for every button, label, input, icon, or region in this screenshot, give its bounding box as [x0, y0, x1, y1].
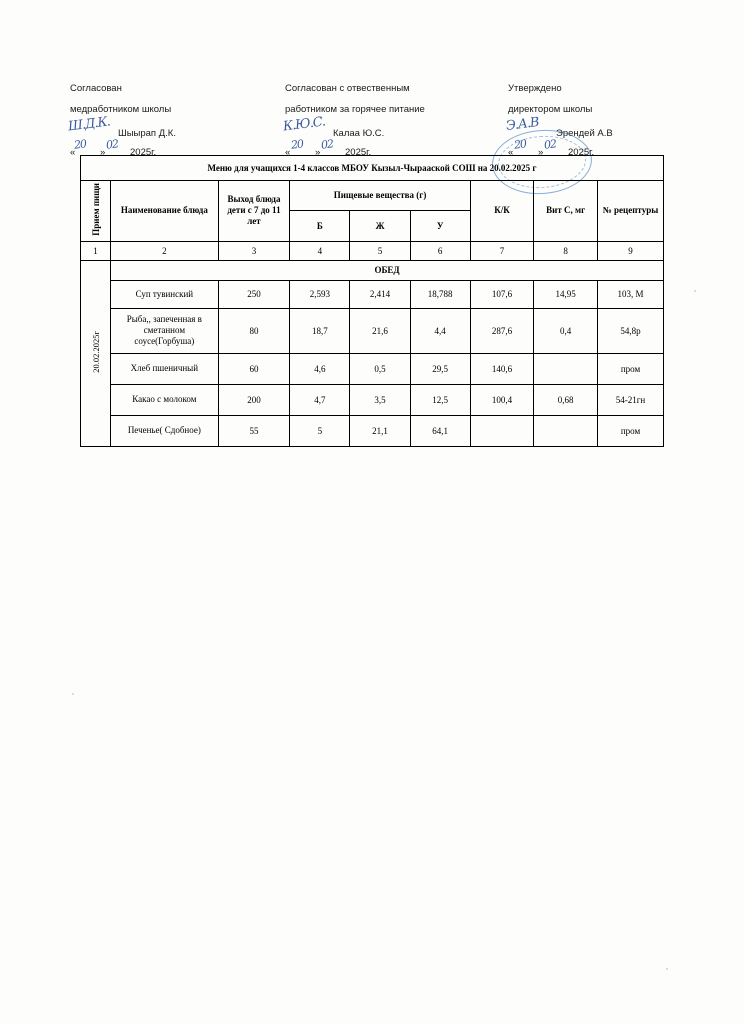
col-number-1: 1	[81, 241, 111, 260]
dish-portion: 60	[218, 353, 290, 384]
approval-line-2: директором школы	[508, 104, 593, 115]
dish-kcal: 287,6	[470, 308, 534, 353]
approval-name: Калаа Ю.С.	[333, 128, 385, 139]
approval-signature-row	[282, 114, 425, 142]
handwritten-month: 02	[543, 137, 557, 152]
date-quote-open: «	[285, 147, 291, 158]
date-quote-close: »	[100, 147, 106, 158]
table-row	[81, 308, 664, 353]
approval-line-1: Согласован	[70, 83, 122, 94]
dish-vitc: 0,68	[534, 384, 598, 415]
header-recipe: № рецептуры	[597, 181, 663, 242]
approval-block-catering	[282, 78, 425, 160]
dish-fat: 2,414	[350, 280, 410, 308]
approval-line-2: работником за горячее питание	[285, 104, 425, 115]
table-row	[81, 415, 664, 446]
table-row	[81, 384, 664, 415]
header-kcal: К/К	[470, 181, 534, 242]
dish-portion: 250	[218, 280, 290, 308]
dish-name: Рыба,, запеченная в сметанном соусе(Горбуша)	[111, 308, 219, 353]
handwritten-signature: Э.А.В	[505, 115, 540, 134]
dish-name: Суп тувинский	[111, 280, 219, 308]
header-nutrient-zh: Ж	[350, 211, 410, 241]
header-vitc: Вит С, мг	[534, 181, 598, 242]
scan-speck	[694, 290, 696, 292]
dish-kcal: 100,4	[470, 384, 534, 415]
header-meal-label: Прием пищи	[90, 183, 101, 236]
handwritten-month: 02	[105, 137, 119, 152]
col-number-3: 3	[218, 241, 290, 260]
table-header-row	[81, 181, 664, 211]
dish-kcal	[470, 415, 534, 446]
col-number-9: 9	[597, 241, 663, 260]
dish-carbs: 18,788	[410, 280, 470, 308]
date-quote-close: »	[538, 147, 544, 158]
col-number-5: 5	[350, 241, 410, 260]
dish-vitc: 0,4	[534, 308, 598, 353]
approval-line-1: Согласован с отвественным	[285, 83, 410, 94]
dish-portion: 55	[218, 415, 290, 446]
dish-vitc	[534, 415, 598, 446]
dish-recipe: пром	[597, 415, 663, 446]
menu-table	[80, 155, 664, 447]
scan-speck	[666, 968, 668, 970]
date-year: 2025г.	[345, 147, 372, 158]
dish-recipe: 54,8р	[597, 308, 663, 353]
approval-name: Эрендей А.В	[556, 128, 613, 139]
date-year: 2025г.	[130, 147, 157, 158]
handwritten-day: 20	[73, 137, 87, 152]
dish-fat: 0,5	[350, 353, 410, 384]
dish-name: Печенье( Сдобное)	[111, 415, 219, 446]
dish-protein: 4,6	[290, 353, 350, 384]
col-number-6: 6	[410, 241, 470, 260]
header-meal	[81, 181, 111, 242]
col-number-4: 4	[290, 241, 350, 260]
date-year: 2025г.	[568, 147, 595, 158]
handwritten-month: 02	[320, 137, 334, 152]
header-dish: Наименование блюда	[111, 181, 219, 242]
approval-block-medic	[67, 78, 176, 160]
col-number-7: 7	[470, 241, 534, 260]
handwritten-day: 20	[513, 137, 527, 152]
approval-name: Шыырап Д.К.	[118, 128, 176, 139]
dish-portion: 200	[218, 384, 290, 415]
dish-name: Какао с молоком	[111, 384, 219, 415]
handwritten-signature: Ш.Д.К.	[67, 114, 111, 135]
table-title-row	[81, 156, 664, 181]
dish-protein: 18,7	[290, 308, 350, 353]
dish-vitc	[534, 353, 598, 384]
dish-protein: 4,7	[290, 384, 350, 415]
dish-fat: 3,5	[350, 384, 410, 415]
dish-kcal: 140,6	[470, 353, 534, 384]
date-quote-close: »	[315, 147, 321, 158]
header-nutrients: Пищевые вещества (г)	[290, 181, 470, 211]
scan-speck	[72, 693, 74, 695]
dish-fat: 21,1	[350, 415, 410, 446]
table-row	[81, 353, 664, 384]
meal-type-label: ОБЕД	[111, 260, 664, 280]
dish-name: Хлеб пшеничный	[111, 353, 219, 384]
dish-fat: 21,6	[350, 308, 410, 353]
dish-portion: 80	[218, 308, 290, 353]
approval-line-2: медработником школы	[70, 104, 172, 115]
handwritten-day: 20	[290, 137, 304, 152]
dish-kcal: 107,6	[470, 280, 534, 308]
dish-carbs: 29,5	[410, 353, 470, 384]
table-row	[81, 280, 664, 308]
dish-protein: 5	[290, 415, 350, 446]
meal-date-label: 20.02.2025г	[90, 331, 101, 374]
dish-recipe: 103, М	[597, 280, 663, 308]
meal-date-cell	[81, 260, 111, 446]
table-number-row	[81, 241, 664, 260]
dish-carbs: 64,1	[410, 415, 470, 446]
meal-section-row	[81, 260, 664, 280]
dish-recipe: 54-21гн	[597, 384, 663, 415]
date-quote-open: «	[508, 147, 514, 158]
dish-protein: 2,593	[290, 280, 350, 308]
dish-recipe: пром	[597, 353, 663, 384]
approvals-header	[0, 78, 744, 156]
col-number-2: 2	[111, 241, 219, 260]
col-number-8: 8	[534, 241, 598, 260]
header-portion: Выход блюда дети с 7 до 11 лет	[218, 181, 290, 242]
handwritten-signature: К.Ю.С.	[282, 114, 326, 135]
dish-vitc: 14,95	[534, 280, 598, 308]
approval-line-1: Утверждено	[508, 83, 562, 94]
page-title: Меню для учащихся 1-4 классов МБОУ Кызыл-Чырааской СОШ на 20.02.2025 г	[81, 156, 664, 181]
dish-carbs: 12,5	[410, 384, 470, 415]
dish-carbs: 4,4	[410, 308, 470, 353]
date-quote-open: «	[70, 147, 76, 158]
header-nutrient-b: Б	[290, 211, 350, 241]
header-nutrient-u: У	[410, 211, 470, 241]
